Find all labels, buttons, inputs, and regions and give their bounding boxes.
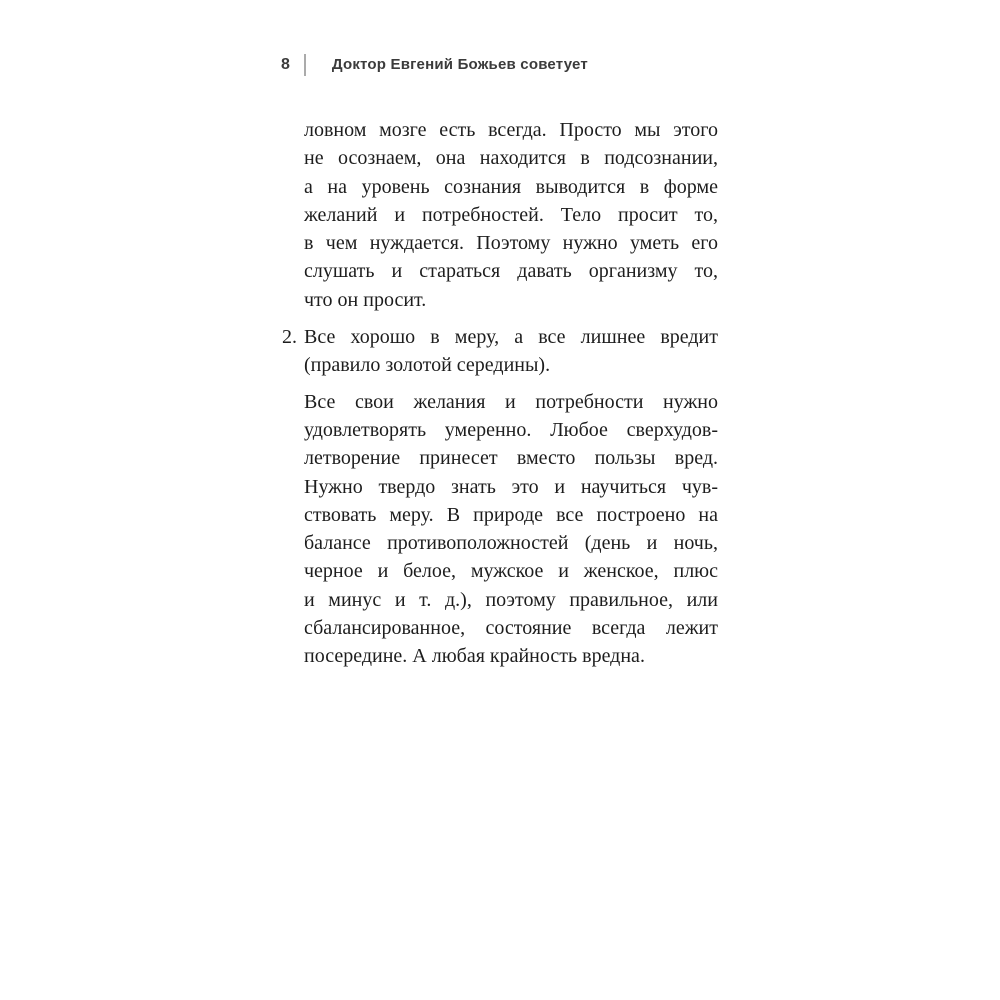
list-item-number: 2. [282, 326, 297, 349]
page-number: 8 [281, 56, 290, 73]
text-line: ствовать меру. В природе все построено на [304, 503, 718, 526]
text-line: в чем нуждается. Поэтому нужно уметь его [304, 232, 718, 255]
list-item-2 [282, 323, 718, 671]
text-line: желаний и потребностей. Тело просит то, [304, 203, 718, 226]
list-item-paragraph [304, 388, 718, 671]
text-line: Все свои желания и потребности нужно [304, 390, 718, 413]
text-line: Нужно твердо знать это и научиться чув- [304, 475, 718, 498]
text-line: черное и белое, мужское и женское, плюс [304, 560, 718, 583]
page-content [281, 116, 718, 671]
text-line: и минус и т. д.), поэтому правильное, или [304, 588, 718, 611]
text-line: посередине. А любая крайность вредна. [304, 645, 645, 668]
text-line: ловном мозге есть всегда. Просто мы этого [304, 119, 718, 141]
text-line: (правило золотой середины). [304, 354, 551, 377]
text-line: Все хорошо в меру, а все лишнее вредит [304, 326, 718, 349]
text-line: а на уровень сознания выводится в форме [304, 175, 718, 198]
running-title: Доктор Евгений Божьев советует [331, 56, 588, 73]
paragraph-continuation [304, 116, 718, 314]
page-header [281, 53, 588, 77]
text-line: слушать и стараться давать организму то, [304, 260, 718, 283]
text-line: сбалансированное, состояние всегда лежит [304, 617, 718, 640]
text-line: не осознаем, она находится в подсознании, [304, 147, 718, 170]
text-line: удовлетворять умеренно. Любое сверхудов- [304, 418, 718, 441]
text-line: что он просит. [304, 288, 427, 311]
list-item-heading [304, 323, 718, 380]
header-separator-line [304, 54, 306, 76]
text-line: летворение принесет вместо пользы вред. [304, 447, 718, 470]
text-line: балансе противоположностей (день и ночь, [304, 532, 718, 555]
